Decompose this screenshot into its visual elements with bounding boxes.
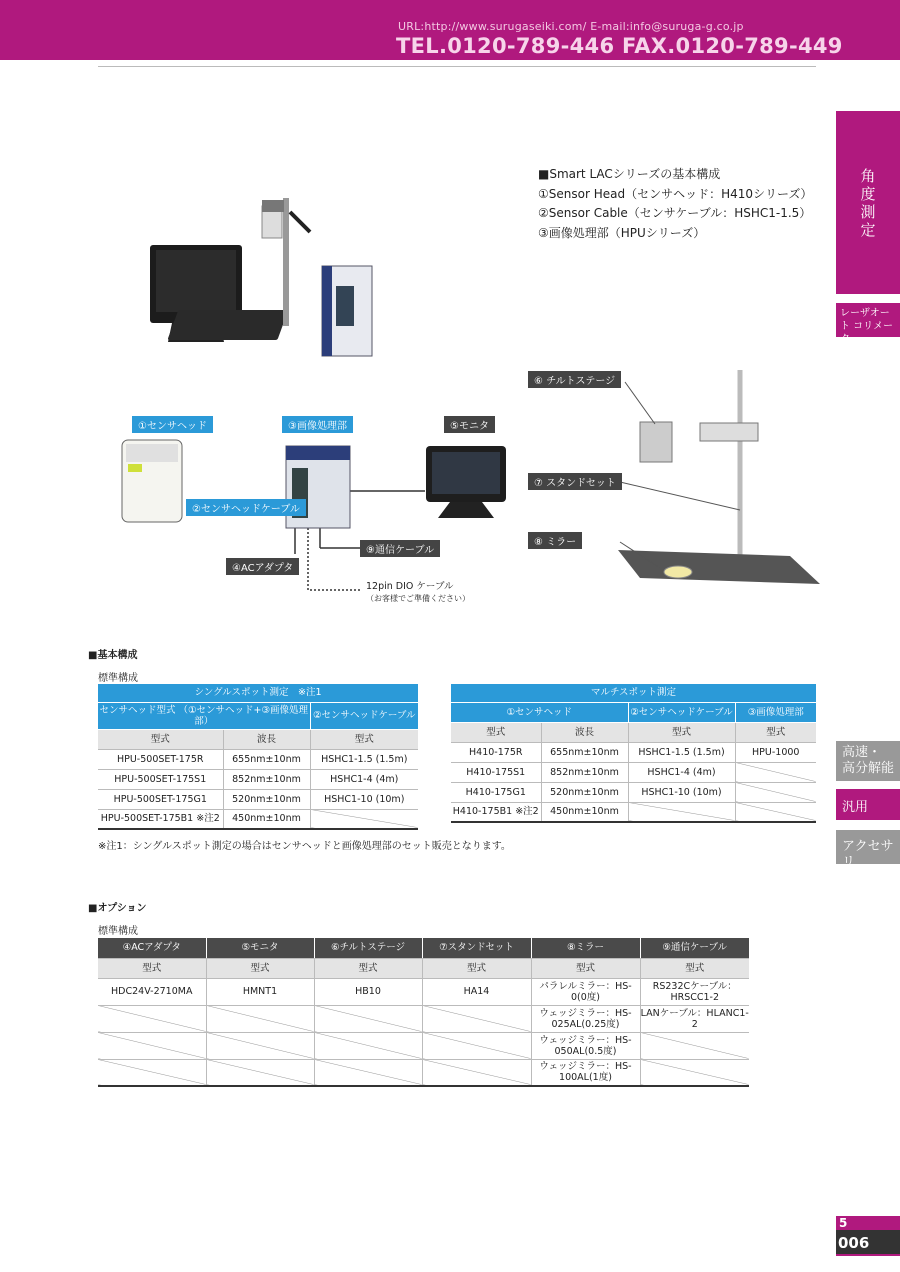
label-stand-set: ⑦ スタンドセット [528, 473, 622, 490]
basic-title: ■Smart LACシリーズの基本構成 [538, 167, 721, 181]
options-standard-config: 標準構成 [98, 926, 138, 937]
label-tilt-stage: ⑥ チルトステージ [528, 371, 621, 388]
table-row [451, 782, 816, 802]
cell: 852nm±10nm [223, 769, 310, 789]
basic-item: ②Sensor Cable（センサケーブル：HSHC1-1.5） [538, 206, 812, 220]
cell-empty [422, 1005, 531, 1032]
basic-item: ③画像処理部（HPUシリーズ） [538, 225, 706, 240]
section-basic-config: ■基本構成 [88, 650, 138, 661]
opt-header: ⑤モニタ [206, 938, 314, 958]
cell: ウェッジミラー：HS-050AL(0.5度) [531, 1032, 640, 1059]
single-h2: ②センサヘッドケーブル [310, 702, 418, 729]
cell: HSHC1-4 (4m) [310, 769, 418, 789]
single-h1: センサヘッド型式 （①センサヘッド+③画像処理部） [98, 702, 310, 729]
standard-config: 標準構成 [98, 673, 138, 684]
cell: HSHC1-10 (10m) [310, 789, 418, 809]
opt-header: ④ACアダプタ [98, 938, 206, 958]
cell: H410-175S1 [451, 762, 541, 782]
tab-char: 測 [860, 202, 876, 221]
cell-empty [314, 1032, 422, 1059]
label-mirror: ⑧ ミラー [528, 532, 582, 549]
multi-h3: ③画像処理部 [735, 702, 816, 722]
cell: 655nm±10nm [223, 749, 310, 769]
tab-angle-measurement[interactable] [836, 111, 900, 294]
cell: パラレルミラー：HS-0(0度) [531, 978, 640, 1005]
opt-header: ⑧ミラー [531, 938, 640, 958]
options-table [98, 938, 749, 1087]
cell: HPU-1000 [735, 742, 816, 762]
cell-empty [735, 782, 816, 802]
tab-laser-autocollimator[interactable]: レーザオート コリメータ [836, 303, 900, 337]
cell-empty [206, 1005, 314, 1032]
cell: HB10 [314, 978, 422, 1005]
table-row [98, 809, 418, 829]
header-url[interactable]: URL:http://www.surugaseiki.com/ E-mail:info@suruga-g.co.jp [398, 20, 744, 33]
cell-empty [206, 1032, 314, 1059]
cell: HSHC1-1.5 (1.5m) [310, 749, 418, 769]
section-options: ■オプション [88, 903, 147, 914]
single-title: シングルスポット測定 ※注1 [98, 684, 418, 702]
col-model: 型式 [206, 958, 314, 978]
tab-accessory[interactable]: アクセサリ [836, 830, 900, 864]
cell-empty [310, 809, 418, 829]
col-model: 型式 [422, 958, 531, 978]
multi-spot-table [451, 684, 816, 823]
col-model: 型式 [735, 722, 816, 742]
col-model: 型式 [451, 722, 541, 742]
cell: HSHC1-1.5 (1.5m) [628, 742, 735, 762]
cell-empty [735, 762, 816, 782]
cell: HA14 [422, 978, 531, 1005]
tab-char: 定 [860, 220, 876, 239]
cell: 450nm±10nm [223, 809, 310, 829]
cell: HPU-500SET-175S1 [98, 769, 223, 789]
cell: ウェッジミラー：HS-100AL(1度) [531, 1059, 640, 1086]
cell: 450nm±10nm [541, 802, 628, 822]
table-row [98, 1005, 749, 1032]
cell-empty [314, 1059, 422, 1086]
footnote: ※注1：シングルスポット測定の場合はセンサヘッドと画像処理部のセット販売となります。 [98, 841, 511, 852]
cell: HPU-500SET-175B1 ※注2 [98, 809, 223, 829]
cell-empty [98, 1059, 206, 1086]
cell: HDC24V-2710MA [98, 978, 206, 1005]
multi-h2: ②センサヘッドケーブル [628, 702, 735, 722]
cell-empty [422, 1059, 531, 1086]
label-sensor-cable: ②センサヘッドケーブル [186, 499, 306, 516]
col-model: 型式 [531, 958, 640, 978]
header-bar [0, 0, 900, 60]
label-ac-adapter: ④ACアダプタ [226, 558, 299, 575]
system-diagram [100, 360, 820, 610]
system-photo [140, 190, 390, 360]
cell: 852nm±10nm [541, 762, 628, 782]
label-sensor-head: ①センサヘッド [132, 416, 213, 433]
cell-empty [422, 1032, 531, 1059]
col-model: 型式 [640, 958, 749, 978]
cell: HMNT1 [206, 978, 314, 1005]
col-model: 型式 [98, 958, 206, 978]
label-monitor: ⑤モニタ [444, 416, 495, 433]
divider [98, 66, 816, 67]
page-index: 006 [836, 1230, 900, 1254]
cell: 655nm±10nm [541, 742, 628, 762]
cell-empty [98, 1005, 206, 1032]
header-tel: TEL.0120-789-446 FAX.0120-789-449 [396, 34, 843, 58]
cell: H410-175R [451, 742, 541, 762]
cell-empty [98, 1032, 206, 1059]
chapter-number: 5 [839, 1216, 848, 1230]
single-spot-table [98, 684, 418, 830]
col-wavelength: 波長 [541, 722, 628, 742]
table-row [98, 789, 418, 809]
cell: H410-175G1 [451, 782, 541, 802]
table-row [451, 802, 816, 822]
label-processor: ③画像処理部 [282, 416, 353, 433]
dio-label: 12pin DIO ケーブル [366, 581, 454, 592]
cell: HSHC1-10 (10m) [628, 782, 735, 802]
dio-cable-note [366, 581, 470, 605]
table-row [98, 749, 418, 769]
col-model: 型式 [98, 729, 223, 749]
col-model: 型式 [310, 729, 418, 749]
cell-empty [640, 1059, 749, 1086]
page-number [836, 1216, 900, 1256]
table-row [451, 762, 816, 782]
label-comm-cable: ⑨通信ケーブル [360, 540, 440, 557]
opt-header: ⑨通信ケーブル [640, 938, 749, 958]
tab-char: 角 [860, 166, 876, 185]
multi-h1: ①センサヘッド [451, 702, 628, 722]
tab-general[interactable]: 汎用 [836, 789, 900, 820]
table-row [98, 769, 418, 789]
cell-empty [628, 802, 735, 822]
cell-empty [735, 802, 816, 822]
cell-empty [314, 1005, 422, 1032]
cell-empty [640, 1032, 749, 1059]
cell: HSHC1-4 (4m) [628, 762, 735, 782]
table-row [98, 1032, 749, 1059]
multi-title: マルチスポット測定 [451, 684, 816, 702]
basic-config-list [538, 165, 812, 243]
table-row [98, 978, 749, 1005]
opt-header: ⑦スタンドセット [422, 938, 531, 958]
col-model: 型式 [628, 722, 735, 742]
col-wavelength: 波長 [223, 729, 310, 749]
cell: ウェッジミラー：HS-025AL(0.25度) [531, 1005, 640, 1032]
cell: 520nm±10nm [541, 782, 628, 802]
table-row [98, 1059, 749, 1086]
cell: HPU-500SET-175R [98, 749, 223, 769]
cell: H410-175B1 ※注2 [451, 802, 541, 822]
cell: LANケーブル：HLANC1-2 [640, 1005, 749, 1032]
tab-char: 度 [860, 184, 876, 203]
table-row [451, 742, 816, 762]
cell: HPU-500SET-175G1 [98, 789, 223, 809]
cell: 520nm±10nm [223, 789, 310, 809]
col-model: 型式 [314, 958, 422, 978]
cell: RS232Cケーブル：HRSCC1-2 [640, 978, 749, 1005]
basic-item: ①Sensor Head（センサヘッド：H410シリーズ） [538, 186, 813, 201]
opt-header: ⑥チルトステージ [314, 938, 422, 958]
tab-high-speed[interactable]: 高速・ 高分解能 [836, 741, 900, 781]
cell-empty [206, 1059, 314, 1086]
dio-sub: （お客様でご準備ください） [366, 594, 470, 603]
